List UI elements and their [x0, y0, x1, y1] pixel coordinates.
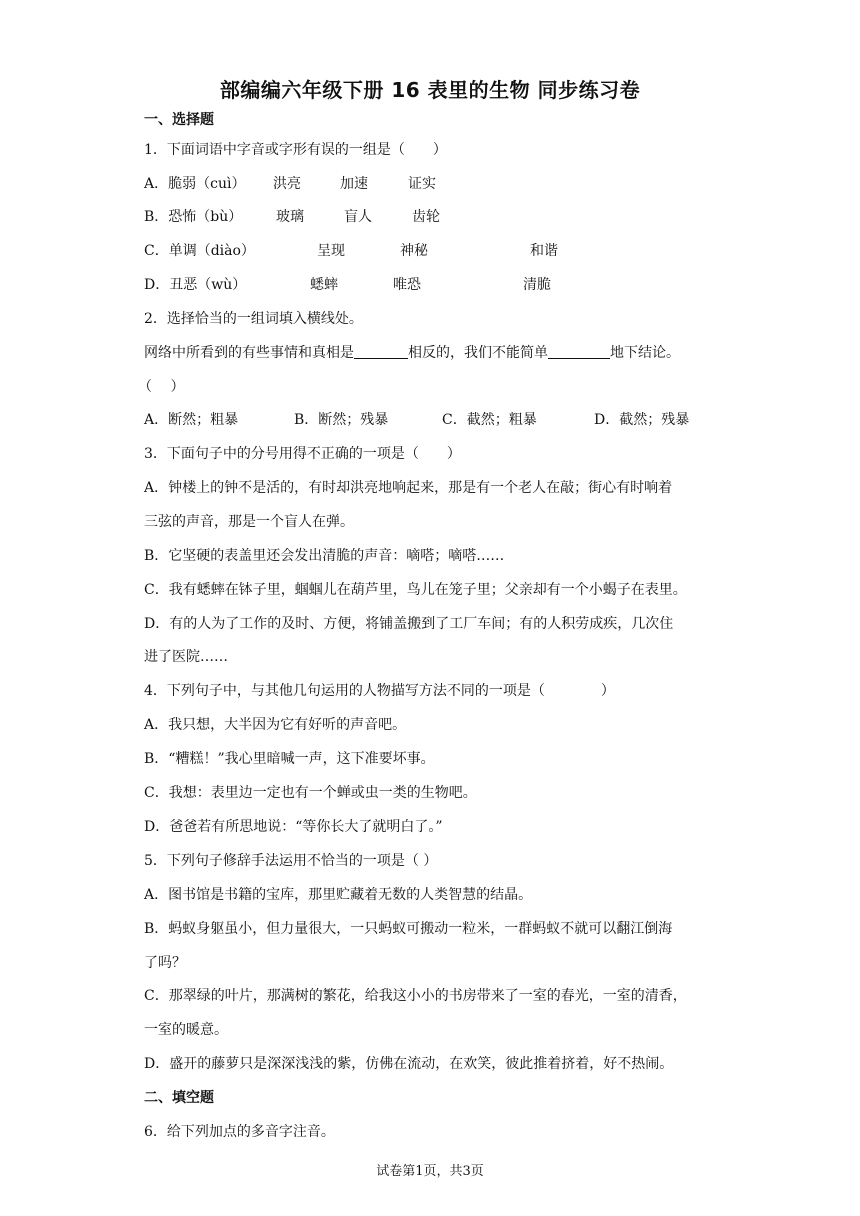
question-5-option-a: A．图书馆是书籍的宝库，那里贮藏着无数的人类智慧的结晶。 — [144, 887, 533, 903]
option-word: 盲人 — [344, 209, 372, 225]
option-a: A．断然；粗暴 — [144, 412, 239, 428]
question-1-stem: 1．下面词语中字音或字形有误的一组是（ ） — [144, 142, 447, 158]
option-text: B．恐怖（bù） — [144, 209, 243, 225]
option-word: 洪亮 — [273, 176, 301, 192]
sentence-part: 相反的，我们不能简单 — [408, 345, 548, 361]
option-c: C．截然；粗暴 — [442, 412, 537, 428]
question-3-option-a: A．钟楼上的钟不是活的，有时却洪亮地响起来，那是有一个老人在敲；街心有时响着 — [144, 480, 673, 496]
option-word: 玻璃 — [276, 209, 304, 225]
section-heading-fill: 二、填空题 — [144, 1090, 214, 1106]
option-b: B．断然；残暴 — [294, 412, 389, 428]
option-word: 齿轮 — [412, 209, 440, 225]
sentence-part: 地下结论。 — [610, 345, 680, 361]
option-word: 证实 — [408, 176, 436, 192]
fill-blank[interactable] — [548, 343, 610, 359]
question-1-option-d — [144, 275, 744, 295]
option-word: 呈现 — [317, 243, 345, 259]
answer-paren: （ ） — [138, 379, 185, 395]
question-4-option-d: D．爸爸若有所思地说：“等你长大了就明白了。” — [144, 819, 443, 835]
section-heading-choice: 一、选择题 — [144, 112, 214, 128]
option-word: 唯恐 — [393, 277, 421, 293]
option-text: D．丑恶（wù） — [144, 277, 247, 293]
question-1-option-c — [144, 241, 744, 261]
question-3-option-d: D．有的人为了工作的及时、方便，将铺盖搬到了工厂车间；有的人积劳成疾，几次住 — [144, 616, 674, 632]
page-footer: 试卷第1页，共3页 — [376, 1164, 484, 1179]
sentence-part: 网络中所看到的有些事情和真相是 — [144, 345, 354, 361]
option-text: C．单调（diào） — [144, 243, 255, 259]
question-5-option-c: C．那翠绿的叶片，那满树的繁花，给我这小小的书房带来了一室的春光，一室的清香， — [144, 988, 687, 1004]
question-3-option-b: B．它坚硬的表盖里还会发出清脆的声音：嘀嗒；嘀嗒…… — [144, 548, 505, 564]
option-text: A．脆弱（cuì） — [144, 176, 246, 192]
question-3-option-d-cont: 进了医院…… — [144, 649, 228, 665]
question-5-option-d: D．盛开的藤萝只是深深浅浅的紫，仿佛在流动，在欢笑，彼此推着挤着，好不热闹。 — [144, 1056, 674, 1072]
page-title: 部编编六年级下册 16 表里的生物 同步练习卷 — [219, 78, 641, 102]
option-d: D．截然；残暴 — [594, 412, 690, 428]
question-4-stem: 4．下列句子中，与其他几句运用的人物描写方法不同的一项是（ ） — [144, 683, 615, 699]
question-2-options — [144, 410, 744, 430]
question-4-option-a: A．我只想，大半因为它有好听的声音吧。 — [144, 717, 407, 733]
option-word: 和谐 — [530, 243, 558, 259]
option-word: 蟋蟀 — [310, 277, 338, 293]
question-5-option-b: B．蚂蚁身躯虽小，但力量很大，一只蚂蚁可搬动一粒米，一群蚂蚁不就可以翻江倒海 — [144, 921, 673, 937]
question-5-option-c-cont: 一室的暖意。 — [144, 1022, 228, 1038]
question-3-stem: 3．下面句子中的分号用得不正确的一项是（ ） — [144, 446, 461, 462]
question-5-stem: 5．下列句子修辞手法运用不恰当的一项是（ ） — [144, 853, 438, 869]
question-3-option-a-cont: 三弦的声音，那是一个盲人在弹。 — [144, 514, 354, 530]
question-3-option-c: C．我有蟋蟀在钵子里，蝈蝈儿在葫芦里，鸟儿在笼子里；父亲却有一个小蝎子在表里。 — [144, 582, 687, 598]
question-1-option-a — [144, 174, 744, 194]
question-1-option-b — [144, 207, 744, 227]
question-6-stem: 6．给下列加点的多音字注音。 — [144, 1124, 335, 1140]
option-word: 清脆 — [523, 277, 551, 293]
option-word: 加速 — [340, 176, 368, 192]
question-4-option-c: C．我想：表里边一定也有一个蝉或虫一类的生物吧。 — [144, 785, 477, 801]
fill-blank[interactable] — [354, 343, 408, 359]
option-word: 神秘 — [400, 243, 428, 259]
question-2-sentence — [144, 343, 680, 363]
question-4-option-b: B．“糟糕！”我心里暗喊一声，这下准要坏事。 — [144, 751, 435, 767]
question-2-stem: 2．选择恰当的一组词填入横线处。 — [144, 311, 363, 327]
question-5-option-b-cont: 了吗？ — [144, 955, 186, 971]
